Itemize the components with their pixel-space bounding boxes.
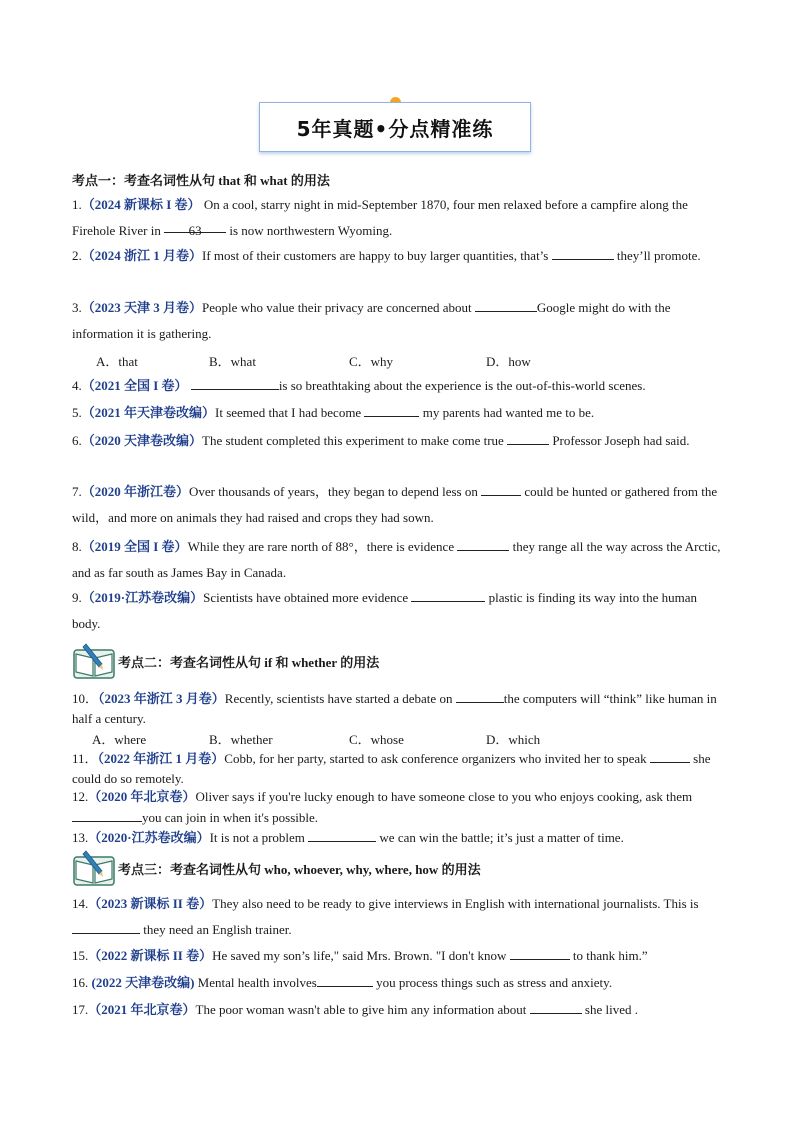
banner-box [259, 102, 531, 152]
question-source: （2024 浙江 1 月卷） [81, 248, 203, 263]
question-source: （2023 年浙江 3 月卷） [98, 691, 225, 706]
question-source: （2020 年北京卷） [88, 789, 196, 804]
answer-blank[interactable] [481, 481, 521, 496]
question-14: 14.（2023 新课标 II 卷）They also need to be ready to give interviews in English with international journalists. This is they need an English trainer. [72, 896, 699, 937]
question-13: 13.（2020·江苏卷改编）It is not a problem we can win the battle; it’s just a matter of time. [72, 827, 724, 848]
question-source: （2021 年天津卷改编） [81, 405, 216, 420]
question-source: （2024 新课标 I 卷） [81, 197, 201, 212]
answer-blank[interactable] [317, 972, 373, 987]
answer-blank[interactable] [308, 827, 376, 842]
page-banner [259, 97, 531, 153]
option-c[interactable]: C．why [349, 354, 394, 369]
question-16: 16. (2022 天津卷改编) Mental health involves you process things such as stress and anxiety. [72, 970, 724, 996]
question-17: 17.（2021 年北京卷）The poor woman wasn't able to give him any information about she lived . [72, 997, 724, 1023]
question-12: 12.（2020 年北京卷）Oliver says if you're lucky enough to have someone close to you who enjoys cooking, ask them you can join in when it's possible. [72, 789, 693, 825]
question-15: 15.（2022 新课标 II 卷）He saved my son’s life," said Mrs. Brown. "I don't know to thank him.” [72, 943, 724, 969]
section-2-heading [72, 640, 724, 682]
question-source: （2021 全国 I 卷） [81, 378, 188, 393]
answer-blank[interactable] [72, 807, 142, 822]
question-source: （2020·江苏卷改编） [88, 830, 210, 845]
book-pen-icon [72, 847, 116, 887]
answer-blank[interactable] [650, 748, 690, 763]
page-title: 5年真题•分点精准练 [296, 116, 494, 141]
question-source: （2019 全国 I 卷） [81, 539, 188, 554]
question-source: （2021 年北京卷） [88, 1002, 196, 1017]
question-source: (2022 天津卷改编) [88, 975, 198, 990]
answer-blank[interactable] [457, 536, 509, 551]
option-d[interactable]: D．how [486, 354, 531, 369]
answer-blank[interactable] [456, 688, 504, 703]
answer-blank[interactable] [507, 430, 549, 445]
question-source: （2022 年浙江 1 月卷） [97, 751, 225, 766]
section-3-title: 考点三：考查名词性从句 who, whoever, why, where, how 的用法 [118, 862, 481, 877]
option-a[interactable]: A．that [96, 354, 138, 369]
question-source: （2019·江苏卷改编） [81, 590, 204, 605]
answer-blank[interactable] [530, 999, 582, 1014]
answer-blank[interactable] [510, 945, 570, 960]
question-3: 3.（2023 天津 3 月卷）People who value their privacy are concerned about Google might do with the information it is gathering. [72, 295, 724, 347]
answer-blank[interactable] [364, 402, 419, 417]
question-8: 8.（2019 全国 I 卷）While they are rare north of 88°，there is evidence they range all the way across the Arctic, and as far south as James Bay in Canada. [72, 534, 724, 586]
answer-blank[interactable] [552, 245, 614, 260]
question-source: （2020 天津卷改编） [81, 433, 203, 448]
section-2-title: 考点二：考查名词性从句 if 和 whether 的用法 [118, 655, 380, 670]
option-a[interactable]: A．where [92, 732, 147, 747]
option-b[interactable]: B．what [209, 354, 256, 369]
option-c[interactable]: C．whose [349, 732, 404, 747]
question-1: 1.（2024 新课标 I 卷） On a cool, starry night in mid-September 1870, four men relaxed before a campfire along the Firehole River in 63 is now northwestern Wyoming. [72, 197, 688, 238]
answer-blank[interactable] [72, 919, 140, 934]
answer-blank[interactable] [191, 375, 279, 390]
question-4: 4.（2021 全国 I 卷） is so breathtaking about the experience is the out-of-this-world scenes. [72, 373, 724, 399]
question-6: 6.（2020 天津卷改编）The student completed this experiment to make come true Professor Joseph had said. [72, 428, 724, 454]
book-pen-icon [72, 640, 116, 680]
answer-blank[interactable] [475, 297, 537, 312]
question-source: （2023 天津 3 月卷） [81, 300, 203, 315]
section-3-heading [72, 847, 724, 889]
question-source: （2023 新课标 II 卷） [88, 896, 213, 911]
question-7: 7.（2020 年浙江卷）Over thousands of years，they began to depend less on could be hunted or gathered from the wild，and more on animals they had raised and crops they had sown. [72, 479, 724, 531]
question-11: 11．（2022 年浙江 1 月卷）Cobb, for her party, started to ask conference organizers who invited her to speak she could do so remotely. [72, 748, 724, 789]
option-d[interactable]: D．which [486, 732, 541, 747]
option-b[interactable]: B．whether [209, 732, 273, 747]
question-source: （2020 年浙江卷） [81, 484, 190, 499]
question-5: 5.（2021 年天津卷改编）It seemed that I had become my parents had wanted me to be. [72, 400, 724, 426]
question-10: 10．（2023 年浙江 3 月卷）Recently, scientists have started a debate on the computers will “think” like human in half a century. [72, 688, 724, 729]
answer-blank[interactable] [411, 587, 485, 602]
question-source: （2022 新课标 II 卷） [88, 948, 213, 963]
answer-blank[interactable]: 63 [164, 218, 226, 233]
section-1-heading: 考点一：考查名词性从句 that 和 what 的用法 [72, 173, 330, 188]
question-9: 9.（2019·江苏卷改编）Scientists have obtained more evidence plastic is finding its way into the human body. [72, 585, 724, 637]
question-2: 2.（2024 浙江 1 月卷）If most of their customers are happy to buy larger quantities, that’s they’ll promote. [72, 243, 724, 269]
